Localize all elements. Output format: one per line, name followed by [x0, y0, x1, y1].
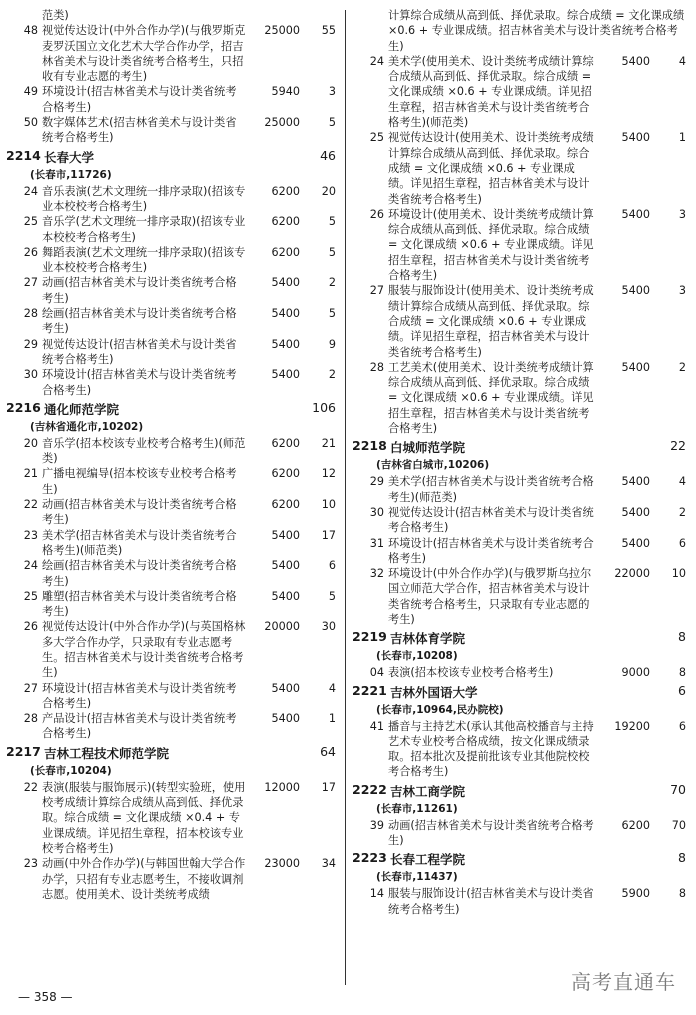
major-row	[6, 245, 340, 276]
plan-count: 3	[678, 284, 686, 298]
plan-count: 5	[328, 215, 336, 229]
plan-count: 5	[328, 245, 336, 259]
major-row	[352, 886, 690, 917]
school-plan-total: 46	[320, 147, 336, 163]
tuition-fee: 5400	[621, 284, 650, 298]
major-code: 22	[23, 498, 38, 512]
major-description: 环境设计(使用美术、设计类统考成绩计算综合成绩从高到低、择优录取。综合成绩 = 文化课成绩 ×0.6 + 专业课成绩。详见招生章程，招吉林省美术与设计类省统考合格考生)	[388, 207, 594, 283]
plan-count: 8	[678, 887, 686, 901]
major-row	[6, 780, 340, 856]
major-row	[352, 54, 690, 130]
plan-count: 20	[321, 184, 336, 198]
tuition-fee: 6200	[271, 184, 300, 198]
school-header	[352, 780, 690, 801]
school-header	[6, 146, 340, 167]
right-blocks	[352, 54, 690, 917]
school-plan-total: 6	[678, 682, 686, 698]
tuition-fee: 5400	[271, 589, 300, 603]
major-code: 25	[23, 215, 38, 229]
plan-count: 21	[321, 436, 336, 450]
school-code: 2222	[352, 781, 387, 797]
major-description: 表演(服装与服饰展示)(转型实验班，使用校考成绩计算综合成绩从高到低、择优录取。综合成绩 = 文化课成绩 ×0.4 + 专业课成绩。详见招生章程，招本校该专业校考合格考生)	[42, 780, 246, 855]
major-code: 28	[23, 307, 38, 321]
plan-count: 4	[678, 475, 686, 489]
school-code: 2223	[352, 850, 387, 866]
major-code: 48	[23, 24, 38, 38]
plan-count: 2	[678, 505, 686, 519]
major-description: 数字媒体艺术(招吉林省美术与设计类省统考合格考生)	[42, 116, 237, 145]
school-name: 吉林体育学院	[390, 631, 466, 647]
left-continuation-text: 范类)	[42, 9, 69, 22]
major-description: 视觉传达设计(中外合作办学)(与俄罗斯克麦罗沃国立文化艺术大学合作办学，招吉林省美术与设计类省统考合格考生，只招收有专业志愿的考生)	[42, 24, 246, 84]
plan-count: 6	[678, 536, 686, 550]
major-row	[6, 681, 340, 712]
major-description: 美术学(招吉林省美术与设计类省统考合格考生)(师范类)	[388, 475, 594, 504]
major-description: 绘画(招吉林省美术与设计类省统考合格考生)	[42, 559, 237, 588]
major-code: 26	[23, 620, 38, 634]
major-row	[6, 214, 340, 245]
tuition-fee: 5400	[271, 276, 300, 290]
plan-count: 10	[321, 498, 336, 512]
major-row	[352, 505, 690, 536]
tuition-fee: 5400	[621, 54, 650, 68]
tuition-fee: 25000	[264, 116, 300, 130]
major-code: 24	[23, 184, 38, 198]
school-location: (长春市,10964,民办院校)	[376, 703, 504, 716]
major-row	[6, 115, 340, 146]
major-description: 音乐学(艺术文理统一排序录取)(招该专业本校校考合格考生)	[42, 215, 246, 244]
plan-count: 3	[328, 85, 336, 99]
major-row	[352, 566, 690, 627]
major-code: 22	[23, 780, 38, 794]
tuition-fee: 5400	[271, 307, 300, 321]
plan-count: 1	[678, 131, 686, 145]
school-code: 2221	[352, 682, 387, 698]
tuition-fee: 5940	[271, 85, 300, 99]
major-description: 雕塑(招吉林省美术与设计类省统考合格考生)	[42, 589, 237, 619]
major-description: 音乐表演(艺术文理统一排序录取)(招该专业本校校考合格考生)	[42, 184, 246, 213]
major-row	[6, 306, 340, 337]
school-plan-total: 64	[320, 743, 336, 759]
right-column	[352, 8, 690, 917]
school-header	[352, 627, 690, 648]
major-row	[6, 589, 340, 620]
tuition-fee: 23000	[264, 857, 300, 871]
major-description: 服装与服饰设计(招吉林省美术与设计类省统考合格考生)	[388, 887, 594, 916]
major-code: 20	[23, 436, 38, 450]
major-code: 04	[369, 666, 384, 680]
plan-count: 2	[328, 368, 336, 382]
tuition-fee: 6200	[271, 215, 300, 229]
major-description: 动画(招吉林省美术与设计类省统考合格考生)	[42, 276, 237, 305]
major-code: 23	[23, 857, 38, 871]
major-description: 动画(招吉林省美术与设计类省统考合格考生)	[42, 498, 237, 527]
tuition-fee: 5900	[621, 887, 650, 901]
major-row	[352, 818, 690, 849]
major-code: 30	[369, 505, 384, 519]
major-row	[6, 558, 340, 589]
tuition-fee: 20000	[264, 620, 300, 634]
plan-count: 1	[328, 712, 336, 726]
major-code: 23	[23, 528, 38, 542]
major-description: 动画(中外合作办学)(与韩国世翰大学合作办学，只招有专业志愿考生，不接收调剂志愿。使用美术、设计类统考成绩	[42, 857, 246, 901]
major-row	[6, 466, 340, 497]
school-location: (吉林省白城市,10206)	[376, 459, 490, 472]
major-code: 27	[23, 681, 38, 695]
major-description: 环境设计(招吉林省美术与设计类省统考合格考生)	[42, 368, 237, 397]
major-description: 视觉传达设计(招吉林省美术与设计类省统考合格考生)	[42, 337, 237, 366]
major-description: 环境设计(招吉林省美术与设计类省统考合格考生)	[42, 85, 237, 114]
major-description: 产品设计(招吉林省美术与设计类省统考合格考生)	[42, 712, 237, 741]
school-header	[6, 742, 340, 763]
major-code: 32	[369, 567, 384, 581]
major-code: 27	[369, 284, 384, 298]
plan-count: 5	[328, 116, 336, 130]
major-description: 表演(招本校该专业校考合格考生)	[388, 666, 554, 680]
major-row	[352, 207, 690, 283]
tuition-fee: 5400	[621, 536, 650, 550]
tuition-fee: 19200	[614, 719, 650, 733]
major-row	[352, 130, 690, 206]
major-description: 动画(招吉林省美术与设计类省统考合格考生)	[388, 818, 594, 848]
school-name: 白城师范学院	[390, 440, 466, 456]
tuition-fee: 5400	[271, 368, 300, 382]
school-plan-total: 8	[678, 629, 686, 645]
school-name: 吉林工程技术师范学院	[44, 745, 170, 761]
major-description: 广播电视编导(招本校该专业校考合格考生)	[42, 467, 237, 496]
major-code: 26	[23, 245, 38, 259]
major-description: 环境设计(招吉林省美术与设计类省统考合格考生)	[388, 536, 594, 565]
major-row	[352, 283, 690, 359]
school-header	[352, 848, 690, 869]
major-row	[6, 23, 340, 84]
tuition-fee: 5400	[271, 712, 300, 726]
major-code: 25	[369, 131, 384, 145]
major-row	[6, 497, 340, 528]
major-description: 绘画(招吉林省美术与设计类省统考合格考生)	[42, 307, 237, 336]
tuition-fee: 5400	[621, 360, 650, 374]
column-divider	[345, 10, 346, 985]
major-code: 14	[369, 887, 384, 901]
major-code: 30	[23, 368, 38, 382]
school-header	[352, 436, 690, 457]
left-column	[6, 8, 340, 902]
plan-count: 17	[321, 780, 336, 794]
school-plan-total: 106	[312, 399, 336, 415]
plan-count: 2	[678, 360, 686, 374]
school-location: (吉林省通化市,10202)	[30, 420, 144, 433]
major-row	[352, 474, 690, 505]
tuition-fee: 6200	[271, 467, 300, 481]
tuition-fee: 5400	[271, 559, 300, 573]
plan-count: 12	[321, 467, 336, 481]
school-location: (长春市,11261)	[376, 802, 458, 815]
major-code: 25	[23, 589, 38, 603]
school-location: (长春市,11726)	[30, 168, 112, 181]
school-code: 2218	[352, 438, 387, 454]
major-row	[6, 367, 340, 398]
major-description: 播音与主持艺术(承认其他高校播音与主持艺术专业校考合格成绩，按文化课成绩录取。招本批次及提前批该专业其他院校校考合格考生)	[388, 719, 594, 779]
plan-count: 34	[321, 857, 336, 871]
school-name: 长春工程学院	[390, 852, 466, 868]
plan-count: 6	[678, 719, 686, 733]
major-code: 24	[369, 54, 384, 68]
plan-count: 4	[678, 54, 686, 68]
major-code: 50	[23, 116, 38, 130]
plan-count: 9	[328, 337, 336, 351]
plan-count: 3	[678, 207, 686, 221]
major-description: 视觉传达设计(中外合作办学)(与英国格林多大学合作办学，只录取有专业志愿考生。招吉林省美术与设计类省统考合格考生)	[42, 620, 246, 680]
major-description: 美术学(招吉林省美术与设计类省统考合格考生)(师范类)	[42, 528, 237, 557]
tuition-fee: 6200	[271, 498, 300, 512]
major-description: 工艺美术(使用美术、设计类统考成绩计算综合成绩从高到低、择优录取。综合成绩 = 文化课成绩 ×0.6 + 专业课成绩。详见招生章程，招吉林省美术与设计类省统考合格考生)	[388, 360, 594, 436]
school-header	[6, 398, 340, 419]
major-row	[352, 665, 690, 680]
major-description: 视觉传达设计(使用美术、设计类统考成绩计算综合成绩从高到低、择优录取。综合成绩 = 文化课成绩 ×0.6 + 专业课成绩。详见招生章程，招吉林省美术与设计类省统考合格考生)	[388, 131, 594, 206]
school-name: 吉林工商学院	[390, 783, 466, 799]
tuition-fee: 12000	[264, 780, 300, 794]
school-code: 2217	[6, 743, 41, 759]
school-location: (长春市,10204)	[30, 764, 112, 777]
plan-count: 5	[328, 307, 336, 321]
tuition-fee: 5400	[271, 337, 300, 351]
tuition-fee: 6200	[271, 436, 300, 450]
major-code: 24	[23, 559, 38, 573]
major-row	[352, 719, 690, 780]
school-location: (长春市,10208)	[376, 650, 458, 663]
tuition-fee: 6200	[621, 818, 650, 832]
right-continuation-text: 计算综合成绩从高到低、择优录取。综合成绩 = 文化课成绩 ×0.6 + 专业课成绩。招吉林省美术与设计类省统考合格考生)	[388, 9, 685, 53]
major-code: 27	[23, 276, 38, 290]
major-description: 美术学(使用美术、设计类统考成绩计算综合成绩从高到低、择优录取。综合成绩 = 文化课成绩 ×0.6 + 专业课成绩。详见招生章程，招吉林省美术与设计类省统考合格考生)(师范类)	[388, 54, 594, 130]
major-description: 环境设计(招吉林省美术与设计类省统考合格考生)	[42, 681, 237, 710]
school-header	[352, 681, 690, 702]
school-name: 长春大学	[44, 149, 95, 165]
plan-count: 6	[328, 559, 336, 573]
major-code: 49	[23, 85, 38, 99]
major-row	[6, 711, 340, 742]
school-code: 2216	[6, 399, 41, 415]
tuition-fee: 9000	[621, 666, 650, 680]
major-code: 31	[369, 536, 384, 550]
major-description: 环境设计(中外合作办学)(与俄罗斯乌拉尔国立师范大学合作，招吉林省美术与设计类省统考合格考生，只录取有专业志愿的考生)	[388, 567, 592, 626]
major-row	[6, 84, 340, 115]
major-description: 视觉传达设计(招吉林省美术与设计类省统考合格考生)	[388, 505, 594, 535]
major-code: 28	[369, 360, 384, 374]
left-blocks	[6, 23, 340, 902]
tuition-fee: 5400	[271, 528, 300, 542]
major-code: 41	[369, 719, 384, 733]
watermark: 高考直通车	[571, 970, 676, 994]
page-number: — 358 —	[18, 990, 73, 1004]
school-code: 2214	[6, 147, 41, 163]
tuition-fee: 5400	[621, 475, 650, 489]
plan-count: 5	[328, 589, 336, 603]
school-location: (长春市,11437)	[376, 871, 458, 884]
major-code: 26	[369, 207, 384, 221]
tuition-fee: 5400	[621, 505, 650, 519]
major-description: 音乐学(招本校该专业校考合格考生)(师范类)	[42, 436, 246, 466]
major-code: 29	[23, 337, 38, 351]
plan-count: 10	[671, 567, 686, 581]
major-row	[6, 436, 340, 467]
major-code: 39	[369, 818, 384, 832]
major-code: 29	[369, 475, 384, 489]
school-name: 通化师范学院	[44, 401, 120, 417]
major-row	[6, 184, 340, 215]
plan-count: 4	[328, 681, 336, 695]
major-row	[6, 528, 340, 559]
major-row	[6, 856, 340, 902]
major-row	[6, 337, 340, 368]
major-description: 服装与服饰设计(使用美术、设计类统考成绩计算综合成绩从高到低、择优录取。综合成绩 = 文化课成绩 ×0.6 + 专业课成绩。详见招生章程，招吉林省美术与设计类省统考合格考生)	[388, 284, 594, 359]
school-plan-total: 22	[670, 438, 686, 454]
tuition-fee: 5400	[621, 131, 650, 145]
school-plan-total: 8	[678, 850, 686, 866]
tuition-fee: 22000	[614, 567, 650, 581]
plan-count: 2	[328, 276, 336, 290]
plan-count: 8	[678, 666, 686, 680]
major-row	[352, 360, 690, 436]
plan-count: 70	[671, 818, 686, 832]
tuition-fee: 5400	[271, 681, 300, 695]
school-code: 2219	[352, 629, 387, 645]
school-name: 吉林外国语大学	[390, 684, 478, 700]
major-code: 28	[23, 712, 38, 726]
tuition-fee: 6200	[271, 245, 300, 259]
school-plan-total: 70	[670, 781, 686, 797]
plan-count: 17	[321, 528, 336, 542]
tuition-fee: 25000	[264, 24, 300, 38]
major-description: 舞蹈表演(艺术文理统一排序录取)(招该专业本校校考合格考生)	[42, 245, 246, 275]
plan-count: 55	[321, 24, 336, 38]
major-code: 21	[23, 467, 38, 481]
major-row	[6, 619, 340, 680]
major-row	[6, 275, 340, 306]
major-row	[352, 536, 690, 567]
tuition-fee: 5400	[621, 207, 650, 221]
plan-count: 30	[321, 620, 336, 634]
